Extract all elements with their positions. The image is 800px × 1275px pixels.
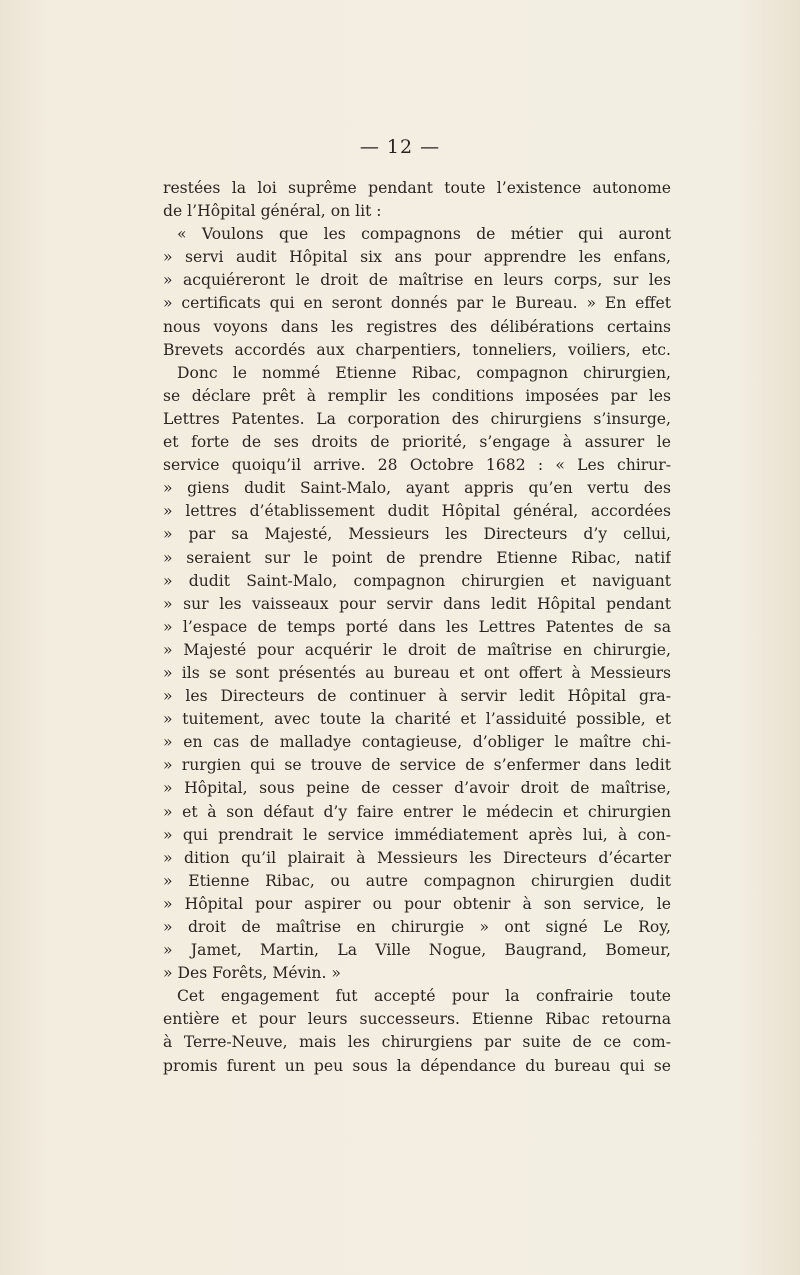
text-line: » en cas de malladye contagieuse, d’obliger le maître chi-	[163, 733, 671, 752]
text-line: » dition qu’il plairait à Messieurs les Directeurs d’écarter	[163, 848, 671, 867]
text-line: Cet engagement fut accepté pour la confrairie toute	[177, 987, 671, 1006]
text-line: » Jamet, Martin, La Ville Nogue, Baugrand, Bomeur,	[163, 941, 671, 960]
text-line: » Des Forêts, Mévin. »	[163, 964, 341, 983]
text-line: » Hôpital, sous peine de cesser d’avoir droit de maîtrise,	[163, 779, 671, 798]
text-line: et forte de ses droits de priorité, s’engage à assurer le	[163, 433, 671, 452]
text-line: Brevets accordés aux charpentiers, tonneliers, voiliers, etc.	[163, 340, 671, 359]
text-line: » et à son défaut d’y faire entrer le médecin et chirurgien	[163, 802, 671, 821]
text-line: » certificats qui en seront donnés par le Bureau. » En effet	[163, 294, 671, 313]
text-line: » dudit Saint-Malo, compagnon chirurgien et naviguant	[163, 571, 671, 590]
text-line: » lettres d’établissement dudit Hôpital général, accordées	[163, 502, 671, 521]
text-line: » l’espace de temps porté dans les Lettres Patentes de sa	[163, 617, 671, 636]
text-line: » tuitement, avec toute la charité et l’assiduité possible, et	[163, 710, 671, 729]
text-line: à Terre-Neuve, mais les chirurgiens par suite de ce com-	[163, 1033, 671, 1052]
text-line: Donc le nommé Etienne Ribac, compagnon chirurgien,	[177, 363, 671, 382]
text-line: » Hôpital pour aspirer ou pour obtenir à son service, le	[163, 894, 671, 913]
body-text	[163, 177, 671, 1078]
text-line: » par sa Majesté, Messieurs les Directeurs d’y cellui,	[163, 525, 671, 544]
text-line: entière et pour leurs successeurs. Etienne Ribac retourna	[163, 1010, 671, 1029]
text-line: » seraient sur le point de prendre Etienne Ribac, natif	[163, 548, 671, 567]
text-line: » Etienne Ribac, ou autre compagnon chirurgien dudit	[163, 871, 671, 890]
text-line: « Voulons que les compagnons de métier qui auront	[177, 225, 671, 244]
text-line: » les Directeurs de continuer à servir ledit Hôpital gra-	[163, 687, 671, 706]
text-line: » qui prendrait le service immédiatement après lui, à con-	[163, 825, 671, 844]
text-line: » droit de maîtrise en chirurgie » ont signé Le Roy,	[163, 918, 671, 936]
text-line: Lettres Patentes. La corporation des chirurgiens s’insurge,	[163, 409, 671, 428]
text-line: nous voyons dans les registres des délibérations certains	[163, 317, 671, 336]
text-line: » servi audit Hôpital six ans pour apprendre les enfans,	[163, 248, 671, 267]
text-line: de l’Hôpital général, on lit :	[163, 202, 382, 221]
text-line: service quoiqu’il arrive. 28 Octobre 1682 : « Les chirur-	[163, 456, 671, 475]
page-number: — 12 —	[359, 136, 441, 158]
text-line: » acquiéreront le droit de maîtrise en leurs corps, sur les	[163, 271, 671, 290]
text-line: » sur les vaisseaux pour servir dans ledit Hôpital pendant	[163, 594, 671, 613]
text-line: promis furent un peu sous la dépendance du bureau qui se	[163, 1056, 671, 1075]
text-line: » giens dudit Saint-Malo, ayant appris qu’en vertu des	[163, 479, 671, 498]
text-line: se déclare prêt à remplir les conditions imposées par les	[163, 386, 671, 405]
text-line: restées la loi suprême pendant toute l’existence autonome	[163, 179, 671, 197]
text-line: » Majesté pour acquérir le droit de maîtrise en chirurgie,	[163, 640, 671, 659]
text-line: » rurgien qui se trouve de service de s’enfermer dans ledit	[163, 756, 671, 775]
text-line: » ils se sont présentés au bureau et ont offert à Messieurs	[163, 663, 671, 682]
